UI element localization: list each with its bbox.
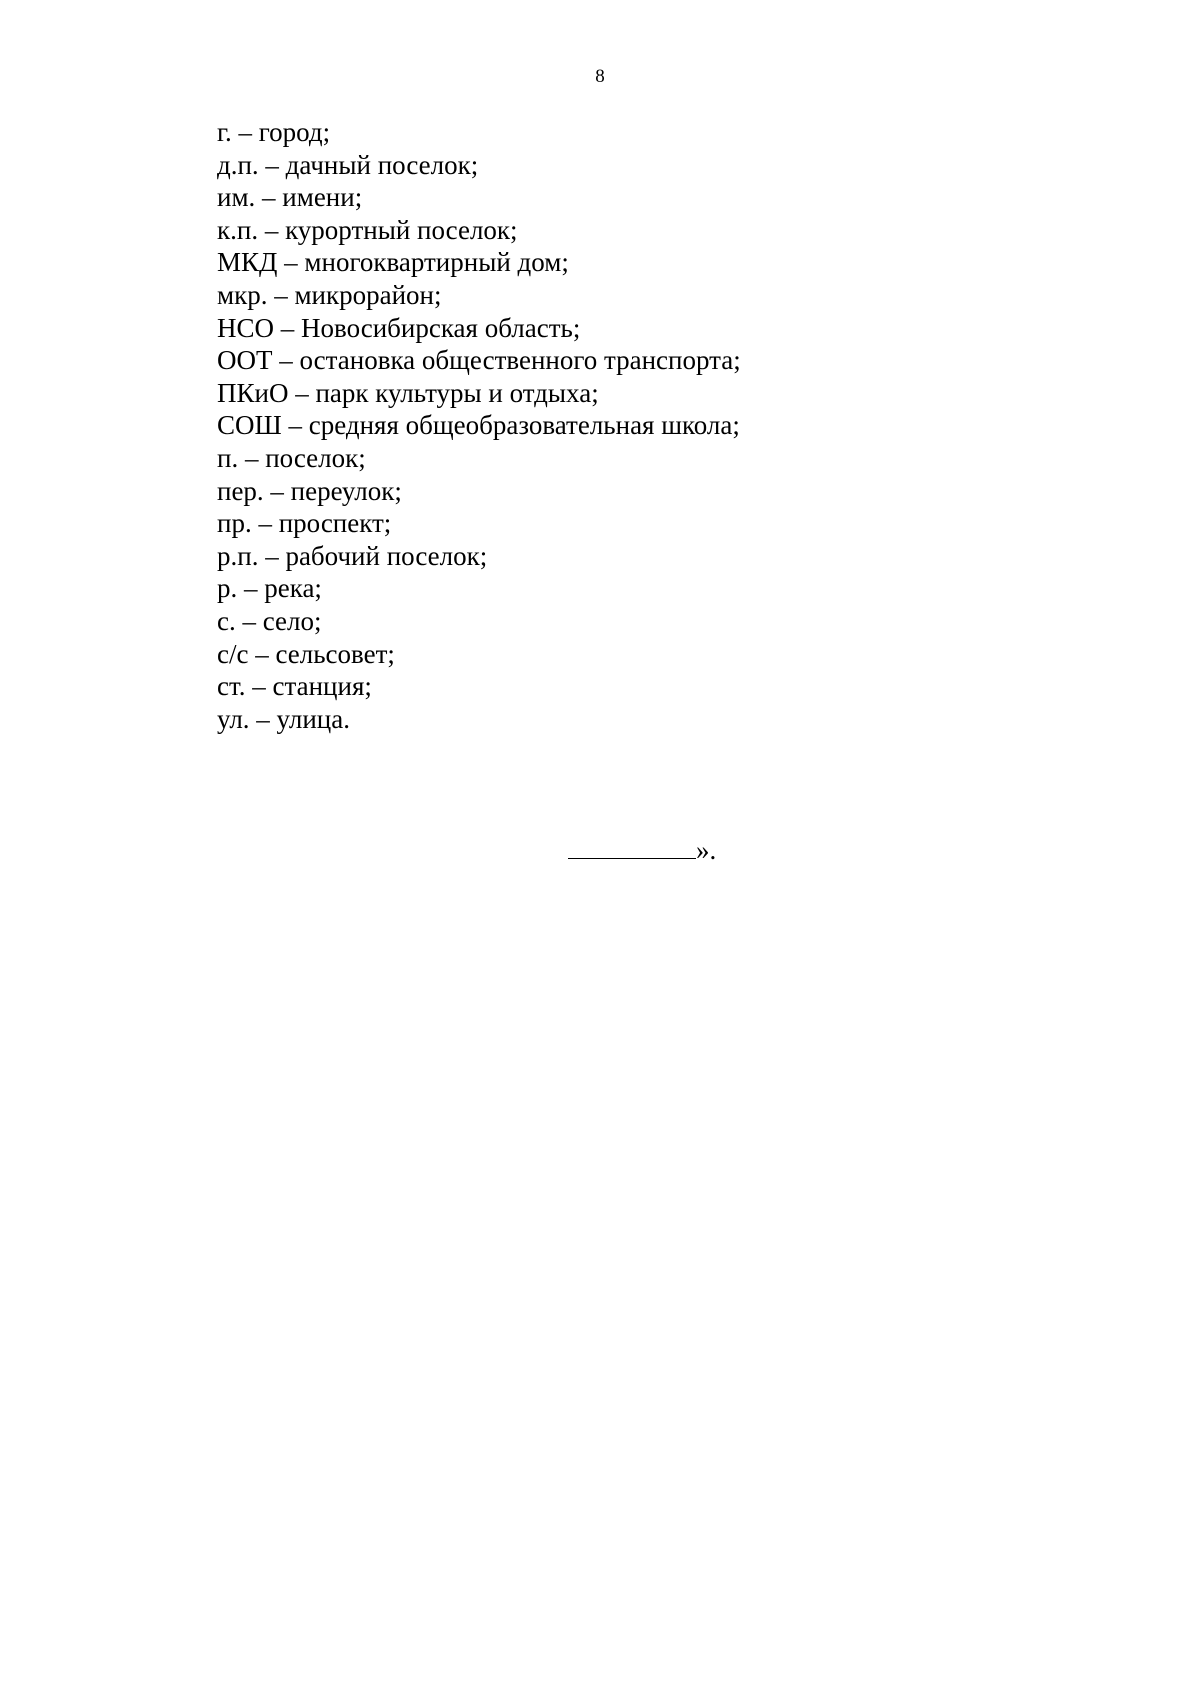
abbreviation-item: к.п. – курортный поселок; bbox=[217, 214, 518, 245]
abbreviation-item: р.п. – рабочий поселок; bbox=[217, 540, 488, 571]
abbreviation-item: г. – город; bbox=[217, 117, 331, 147]
abbreviation-item: мкр. – микрорайон; bbox=[217, 279, 442, 310]
abbreviation-item: пр. – проспект; bbox=[217, 508, 392, 539]
abbreviation-item: п. – поселок; bbox=[217, 442, 366, 473]
abbreviation-item: НСО – Новосибирская область; bbox=[217, 312, 581, 343]
abbreviation-item: с. – село; bbox=[217, 605, 322, 636]
abbreviation-list bbox=[217, 116, 741, 735]
abbreviation-item: р. – река; bbox=[217, 573, 322, 604]
abbreviation-item: д.п. – дачный поселок; bbox=[217, 149, 479, 180]
closing-quote-mark: ». bbox=[696, 835, 717, 865]
abbreviation-item: ПКиО – парк культуры и отдыха; bbox=[217, 377, 599, 408]
abbreviation-item: ООТ – остановка общественного транспорта; bbox=[217, 345, 741, 376]
abbreviation-item: СОШ – средняя общеобразовательная школа; bbox=[217, 410, 740, 441]
signature-blank-line bbox=[568, 834, 696, 859]
abbreviation-item: им. – имени; bbox=[217, 182, 363, 213]
page-number: 8 bbox=[595, 66, 605, 87]
abbreviation-item: ул. – улица. bbox=[217, 703, 350, 734]
abbreviation-item: пер. – переулок; bbox=[217, 475, 402, 506]
closing-line bbox=[568, 834, 716, 866]
abbreviation-item: МКД – многоквартирный дом; bbox=[217, 247, 569, 278]
abbreviation-item: ст. – станция; bbox=[217, 671, 372, 702]
abbreviation-item: с/с – сельсовет; bbox=[217, 638, 395, 669]
